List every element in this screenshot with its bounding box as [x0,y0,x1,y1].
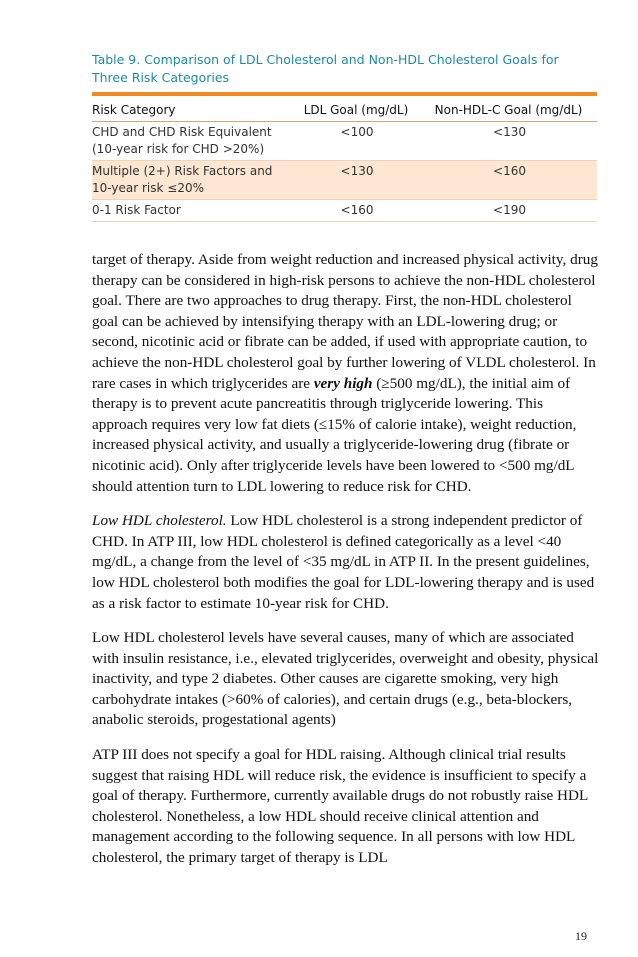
table-title-line-1: Table 9. Comparison of LDL Cholesterol and Non-HDL Cholesterol Goals for [92,52,559,67]
non-hdl-goal-cell: <190 [422,200,597,222]
ldl-goal-cell: <160 [292,200,422,222]
risk-category-line: 10-year risk ≤20% [92,181,204,195]
header-risk-category: Risk Category [92,99,292,122]
risk-category-cell [92,122,292,161]
paragraph-low-hdl [92,511,600,614]
goals-table [92,99,597,222]
risk-category-line: 0-1 Risk Factor [92,203,181,217]
section-run-in-heading: Low HDL cholesterol. [92,512,227,530]
header-non-hdl-goal: Non-HDL-C Goal (mg/dL) [422,99,597,122]
table-row [92,122,597,161]
table-row [92,200,597,222]
risk-category-cell [92,161,292,200]
paragraph-drug-therapy [92,250,600,497]
risk-category-line: CHD and CHD Risk Equivalent [92,125,272,139]
paragraph-text: Low HDL cholesterol is a strong independent predictor of CHD. In ATP III, low HDL cholesterol is defined categorically as a level <40 mg/dL, a change from the level of <35 mg/dL in ATP II. In the present guidelines, low HDL cholesterol both modifies the goal for LDL-lowering therapy and is used as a risk factor to estimate 10-year risk for CHD. [92,512,595,612]
table-title-line-2: Three Risk Categories [92,70,230,85]
paragraph-hdl-goal: ATP III does not specify a goal for HDL raising. Although clinical trial results suggest that raising HDL will reduce risk, the evidence is insufficient to specify a goal of therapy. Furthermore, currently available drugs do not robustly raise HDL cholesterol. Nonetheless, a low HDL should receive clinical attention and management according to the following sequence. In all persons with low HDL cholesterol, the primary target of therapy is LDL [92,746,588,867]
table-top-rule [92,92,597,96]
non-hdl-goal-cell: <130 [422,122,597,161]
table-row [92,161,597,200]
header-ldl-goal: LDL Goal (mg/dL) [292,99,422,122]
emphasis-very-high: very high [313,374,373,392]
non-hdl-goal-cell: <160 [422,161,597,200]
risk-category-cell [92,200,292,222]
paragraph-text: (≥500 mg/dL), the initial aim of therapy is to prevent acute pancreatitis through triglyceride lowering. This approach requires very low fat diets (≤15% of calorie intake), weight reduction, increased physical activity, and usually a triglyceride-lowering drug (fibrate or nicotinic acid). Only after triglyceride levels have been lowered to <500 mg/dL should attention turn to LDL lowering to reduce risk for CHD. [92,374,577,495]
ldl-goal-cell: <130 [292,161,422,200]
table-header-row [92,99,597,122]
ldl-goal-cell: <100 [292,122,422,161]
table-title [92,51,592,87]
risk-category-line: (10-year risk for CHD >20%) [92,142,265,156]
paragraph-text: target of therapy. Aside from weight reduction and increased physical activity, drug therapy can be considered in high-risk persons to achieve the non-HDL cholesterol goal. There are two approaches to drug therapy. First, the non-HDL cholesterol goal can be achieved by intensifying therapy with an LDL-lowering drug; or second, nicotinic acid or fibrate can be added, if used with appropriate caution, to achieve the non-HDL cholesterol goal by further lowering of VLDL cholesterol. In rare cases in which triglycerides are [92,251,598,392]
paragraph-low-hdl-causes: Low HDL cholesterol levels have several causes, many of which are associated with insulin resistance, i.e., elevated triglycerides, overweight and obesity, physical inactivity, and type 2 diabetes. Other causes are cigarette smoking, very high carbohydrate intakes (>60% of calories), and certain drugs (e.g., beta-blockers, anabolic steroids, progestational agents) [92,629,599,729]
page-number: 19 [575,929,587,943]
risk-category-line: Multiple (2+) Risk Factors and [92,164,273,178]
body-text [92,250,600,883]
